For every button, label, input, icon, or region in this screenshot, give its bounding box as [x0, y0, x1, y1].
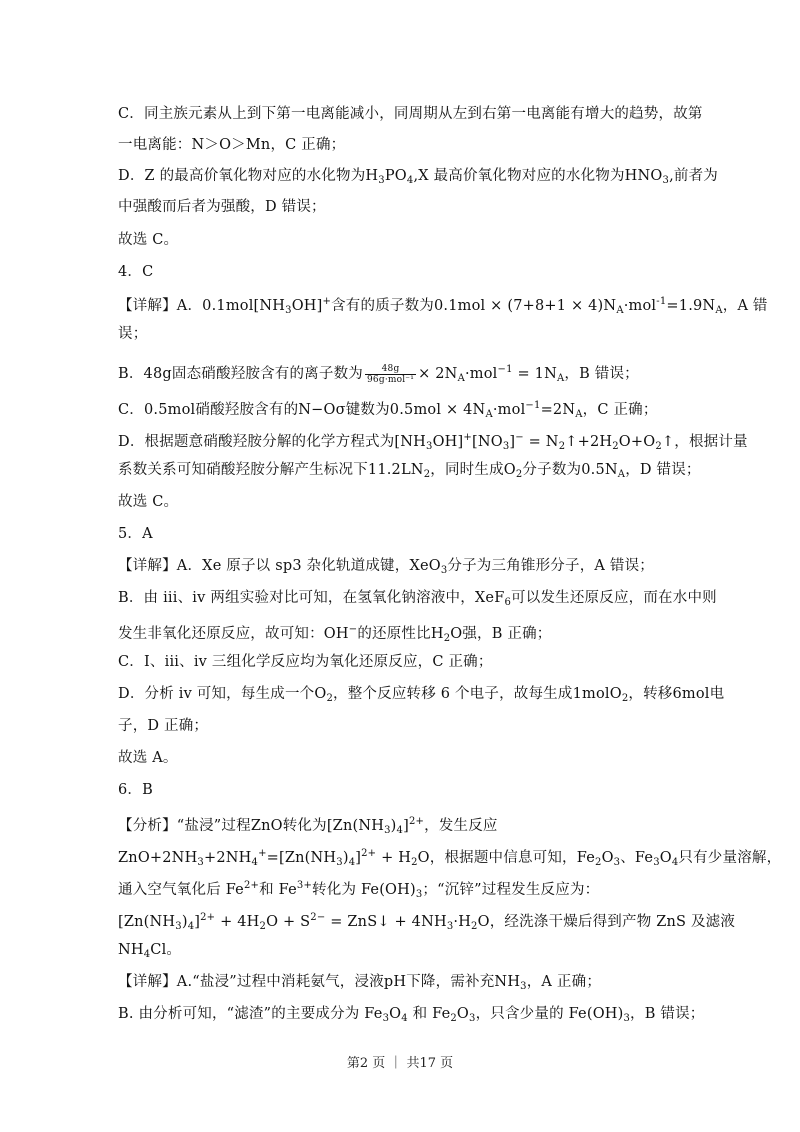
question-number: 6．B [118, 782, 153, 798]
text-line: $[Zn(NH_3)_4]^{2+} + 4H_2O + S^{2-}$ = ZnS↓ + $4NH_3\cdot H_2O$，经洗涤干燥后得到产物 ZnS 及滤液 [118, 912, 736, 932]
text-line: 故选 C。 [118, 494, 179, 510]
page-footer: 第2 页 ｜ 共17 页 [346, 1056, 454, 1071]
text-line: $ZnO+2NH_3+2NH_4^+=[Zn(NH_3)_4]^{2+} + H_2O$，根据题中信息可知，$Fe_2O_3$、$Fe_3O_4$只有少量溶解， [118, 848, 782, 868]
text-line: 发生非氧化还原反应，故可知：OH−的还原性比$H_2O$强，B 正确； [118, 624, 552, 644]
text-line: C．同主族元素从上到下第一电离能减小，同周期从左到右第一电离能有增大的趋势，故第 [118, 106, 703, 122]
text-line: 故选 A。 [118, 750, 178, 766]
text-line: C．0.5mol硝酸羟胺含有的N−Oσ键数为$0.5mol \times 4N_A\cdot mol^{-1}=2N_A$，C 正确； [118, 400, 658, 420]
text-line: 误； [118, 326, 148, 342]
text-line: 【分析】“盐浸”过程ZnO转化为$[Zn(NH_3)_4]^{2+}$，发生反应 [118, 816, 498, 836]
question-number: 4．C [118, 264, 154, 280]
text-line: B．48g固态硝酸羟胺含有的离子数为 $\frac{48g}{\text{96g·mol⁻¹}}$ × $2N_A\cdot mol^{-1} = 1N_A$，B 错误； [118, 363, 639, 385]
text-line: D．分析 iv 可知，每生成一个$O_2$，整个反应转移 6 个电子，故每生成1molO$_2$，转移6mol电 [118, 686, 725, 704]
text-line: D．根据题意硝酸羟胺分解的化学方程式为$[NH_3OH]^+[NO_3]^-$ = $N_2↑+2H_2O+O_2↑$，根据计量 [118, 432, 748, 452]
text-line: 系数关系可知硝酸羟胺分解产生标况下$11.2LN_2$，同时生成$O_2$分子数为$0.5N_A$，D 错误； [118, 462, 701, 480]
text-line: 【详解】A．Xe 原子以 sp3 杂化轨道成键，XeO$_3$分子为三角锥形分子，A 错误； [118, 558, 654, 576]
text-line: 中强酸而后者为强酸，D 错误； [118, 199, 326, 215]
text-line: $NH_4Cl$。 [118, 942, 182, 960]
text-line: D．Z 的最高价氧化物对应的水化物为$H_3PO_4,X$ 最高价氧化物对应的水化物为$HNO_3$,前者为 [118, 168, 718, 186]
text-line: B．由 iii、iv 两组实验对比可知，在氢氧化钠溶液中，XeF$_6$可以发生还原反应，而在水中则 [118, 590, 717, 608]
text-line: 通入空气氧化后 $Fe^{2+}$和 $Fe^{3+}$转化为 $Fe(OH)_3$；“沉锌”过程发生反应为： [118, 880, 600, 900]
text-line: C．I、iii、iv 三组化学反应均为氧化还原反应，C 正确； [118, 654, 493, 670]
text-line: 故选 C。 [118, 232, 179, 248]
text-line: 【详解】A．$0.1mol[NH_3OH]^+$含有的质子数为$0.1mol \times (7+8+1 \times 4)N_A\cdot mol^{-1}=1.9N_A$，A 错 [118, 296, 768, 316]
text-line: B. 由分析可知，“滤渣”的主要成分为 $Fe_3O_4$ 和 $Fe_2O_3$，只含少量的 $Fe(OH)_3$，B 错误； [118, 1006, 705, 1024]
question-number: 5．A [118, 526, 153, 542]
text-line: 【详解】A.“盐浸”过程中消耗氨气，浸液pH下降，需补充$NH_3$，A 正确； [118, 974, 602, 992]
text-line: 一电离能：N＞O＞Mn，C 正确； [118, 137, 346, 153]
text-line: 子，D 正确； [118, 718, 209, 734]
fraction: $\frac{48g}{\text{96g·mol⁻¹}}$ [367, 363, 415, 385]
